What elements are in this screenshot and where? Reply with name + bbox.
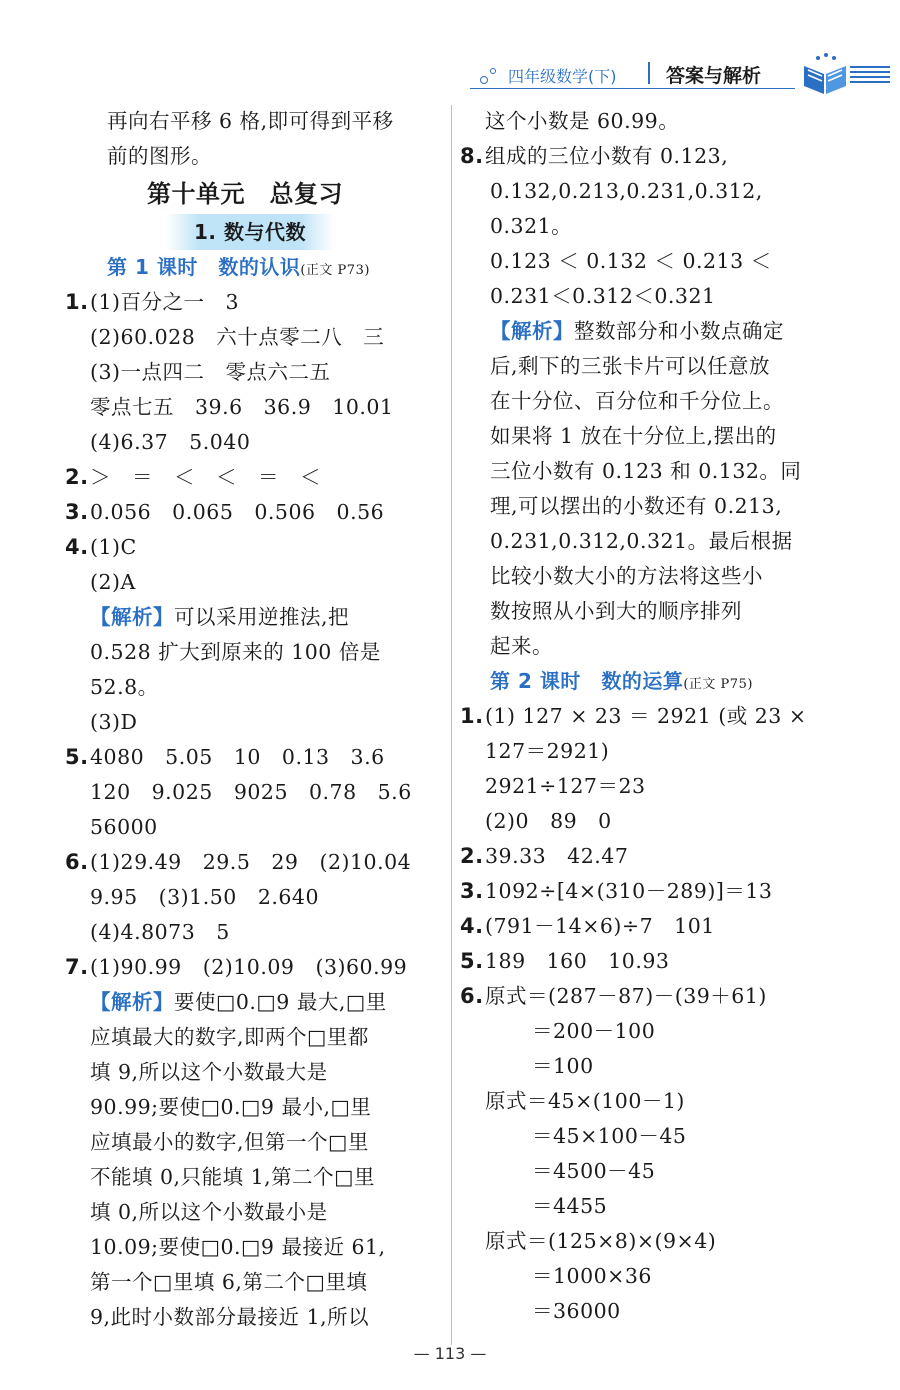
answer-line: 127＝2921) bbox=[485, 739, 610, 763]
circle-decoration bbox=[490, 68, 496, 74]
analysis-line: 9,此时小数部分最接近 1,所以 bbox=[90, 1305, 370, 1329]
answer-line: 9.95 (3)1.50 2.640 bbox=[90, 885, 320, 909]
analysis-line: 在十分位、百分位和千分位上。 bbox=[490, 389, 784, 413]
analysis-line: 起来。 bbox=[490, 634, 553, 658]
answer-line: 7.(1)90.99 (2)10.09 (3)60.99 bbox=[65, 955, 408, 979]
answer-line: ＝4455 bbox=[532, 1194, 608, 1218]
answer-line: 3.1092÷[4×(310－289)]＝13 bbox=[460, 879, 773, 903]
answer-line: 4.(1)C bbox=[65, 535, 137, 559]
answer-line: 120 9.025 9025 0.78 5.6 bbox=[90, 780, 412, 804]
answer-line: 0.231＜0.312＜0.321 bbox=[490, 284, 716, 308]
answer-line: ＝4500－45 bbox=[532, 1159, 656, 1183]
answer-line: 3.0.056 0.065 0.506 0.56 bbox=[65, 500, 385, 524]
analysis-line: 应填最小的数字,但第一个□里 bbox=[90, 1130, 369, 1154]
text-line: 前的图形。 bbox=[107, 144, 212, 168]
answer-line: ＝100 bbox=[532, 1054, 594, 1078]
answer-line: 0.321。 bbox=[490, 214, 573, 238]
stripe-decoration bbox=[850, 66, 890, 86]
answer-line: 4.(791－14×6)÷7 101 bbox=[460, 914, 715, 938]
answer-line: 8.组成的三位小数有 0.123, bbox=[460, 144, 729, 168]
analysis-line: 0.528 扩大到原来的 100 倍是 bbox=[90, 640, 381, 664]
book-icon bbox=[800, 52, 850, 96]
answer-line: 56000 bbox=[90, 815, 158, 839]
answer-line: 5.189 160 10.93 bbox=[460, 949, 670, 973]
header-title: 答案与解析 bbox=[666, 65, 762, 87]
analysis-label: 【解析】 bbox=[490, 319, 574, 343]
analysis-label: 【解析】 bbox=[90, 605, 174, 629]
answer-line: (3)一点四二 零点六二五 bbox=[90, 360, 331, 384]
answer-line: 0.132,0.213,0.231,0.312, bbox=[490, 179, 763, 203]
lesson-title: 第 2 课时 数的运算(正文 P75) bbox=[490, 669, 753, 693]
analysis-line: 0.231,0.312,0.321。最后根据 bbox=[490, 529, 793, 553]
right-column bbox=[460, 104, 830, 1329]
circle-decoration bbox=[480, 76, 488, 84]
answer-line: ＝36000 bbox=[532, 1299, 621, 1323]
page-header bbox=[470, 52, 890, 96]
analysis-line: 三位小数有 0.123 和 0.132。同 bbox=[490, 459, 802, 483]
answer-line: ＝200－100 bbox=[532, 1019, 656, 1043]
answer-line: ＝45×100－45 bbox=[532, 1124, 687, 1148]
analysis-line: 填 9,所以这个小数最大是 bbox=[90, 1060, 328, 1084]
analysis-line: 填 0,所以这个小数最小是 bbox=[90, 1200, 328, 1224]
section-title: 1. 数与代数 bbox=[65, 214, 435, 250]
answer-line: 6.原式＝(287－87)－(39＋61) bbox=[460, 984, 767, 1008]
column-divider bbox=[451, 105, 452, 1345]
header-separator bbox=[648, 62, 650, 84]
grade-label: 四年级数学(下) bbox=[508, 67, 617, 86]
text-line: 再向右平移 6 格,即可得到平移 bbox=[107, 109, 394, 133]
answer-line: (2)60.028 六十点零二八 三 bbox=[90, 325, 385, 349]
answer-line: ＝1000×36 bbox=[532, 1264, 652, 1288]
answer-line: 零点七五 39.6 36.9 10.01 bbox=[90, 395, 394, 419]
answer-line: 1.(1)百分之一 3 bbox=[65, 290, 240, 314]
analysis-line: 应填最大的数字,即两个□里都 bbox=[90, 1025, 369, 1049]
answer-line: (2)A bbox=[90, 570, 136, 594]
analysis-label: 【解析】 bbox=[90, 990, 174, 1014]
analysis-line: 理,可以摆出的小数还有 0.213, bbox=[490, 494, 783, 518]
answer-line: 2921÷127＝23 bbox=[485, 774, 646, 798]
unit-title: 第十单元 总复习 bbox=[147, 180, 343, 208]
analysis-line: 这个小数是 60.99。 bbox=[485, 109, 680, 133]
answer-line: 原式＝(125×8)×(9×4) bbox=[485, 1229, 717, 1253]
answer-line: 原式＝45×(100－1) bbox=[485, 1089, 685, 1113]
answer-line: 5.4080 5.05 10 0.13 3.6 bbox=[65, 745, 385, 769]
analysis-line: 数按照从小到大的顺序排列 bbox=[490, 599, 742, 623]
answer-line: (2)0 89 0 bbox=[485, 809, 612, 833]
analysis-line: 不能填 0,只能填 1,第二个□里 bbox=[90, 1165, 376, 1189]
analysis-line: 后,剩下的三张卡片可以任意放 bbox=[490, 354, 771, 378]
answer-line: (4)4.8073 5 bbox=[90, 920, 230, 944]
answer-line: (3)D bbox=[90, 710, 138, 734]
header-underline bbox=[470, 88, 795, 89]
answer-line: 0.123 ＜ 0.132 ＜ 0.213 ＜ bbox=[490, 249, 772, 273]
analysis-line: 90.99;要使□0.□9 最小,□里 bbox=[90, 1095, 372, 1119]
answer-line: 2.39.33 42.47 bbox=[460, 844, 629, 868]
lesson-title: 第 1 课时 数的认识(正文 P73) bbox=[107, 255, 370, 279]
left-column bbox=[65, 104, 435, 1335]
analysis-line: 【解析】整数部分和小数点确定 bbox=[490, 319, 784, 343]
analysis-line: 如果将 1 放在十分位上,摆出的 bbox=[490, 424, 777, 448]
analysis-line: 【解析】要使□0.□9 最大,□里 bbox=[90, 990, 387, 1014]
analysis-line: 52.8。 bbox=[90, 675, 159, 699]
answer-line: 6.(1)29.49 29.5 29 (2)10.04 bbox=[65, 850, 412, 874]
analysis-line: 10.09;要使□0.□9 最接近 61, bbox=[90, 1235, 386, 1259]
page-number: — 113 — bbox=[413, 1344, 487, 1363]
answer-line: 1.(1) 127 × 23 ＝ 2921 (或 23 × bbox=[460, 704, 807, 728]
answer-line: (4)6.37 5.040 bbox=[90, 430, 251, 454]
analysis-line: 第一个□里填 6,第二个□里填 bbox=[90, 1270, 368, 1294]
analysis-line: 比较小数大小的方法将这些小 bbox=[490, 564, 763, 588]
answer-line: 2.＞ ＝ ＜ ＜ ＝ ＜ bbox=[65, 465, 321, 489]
analysis-line: 【解析】可以采用逆推法,把 bbox=[90, 605, 350, 629]
